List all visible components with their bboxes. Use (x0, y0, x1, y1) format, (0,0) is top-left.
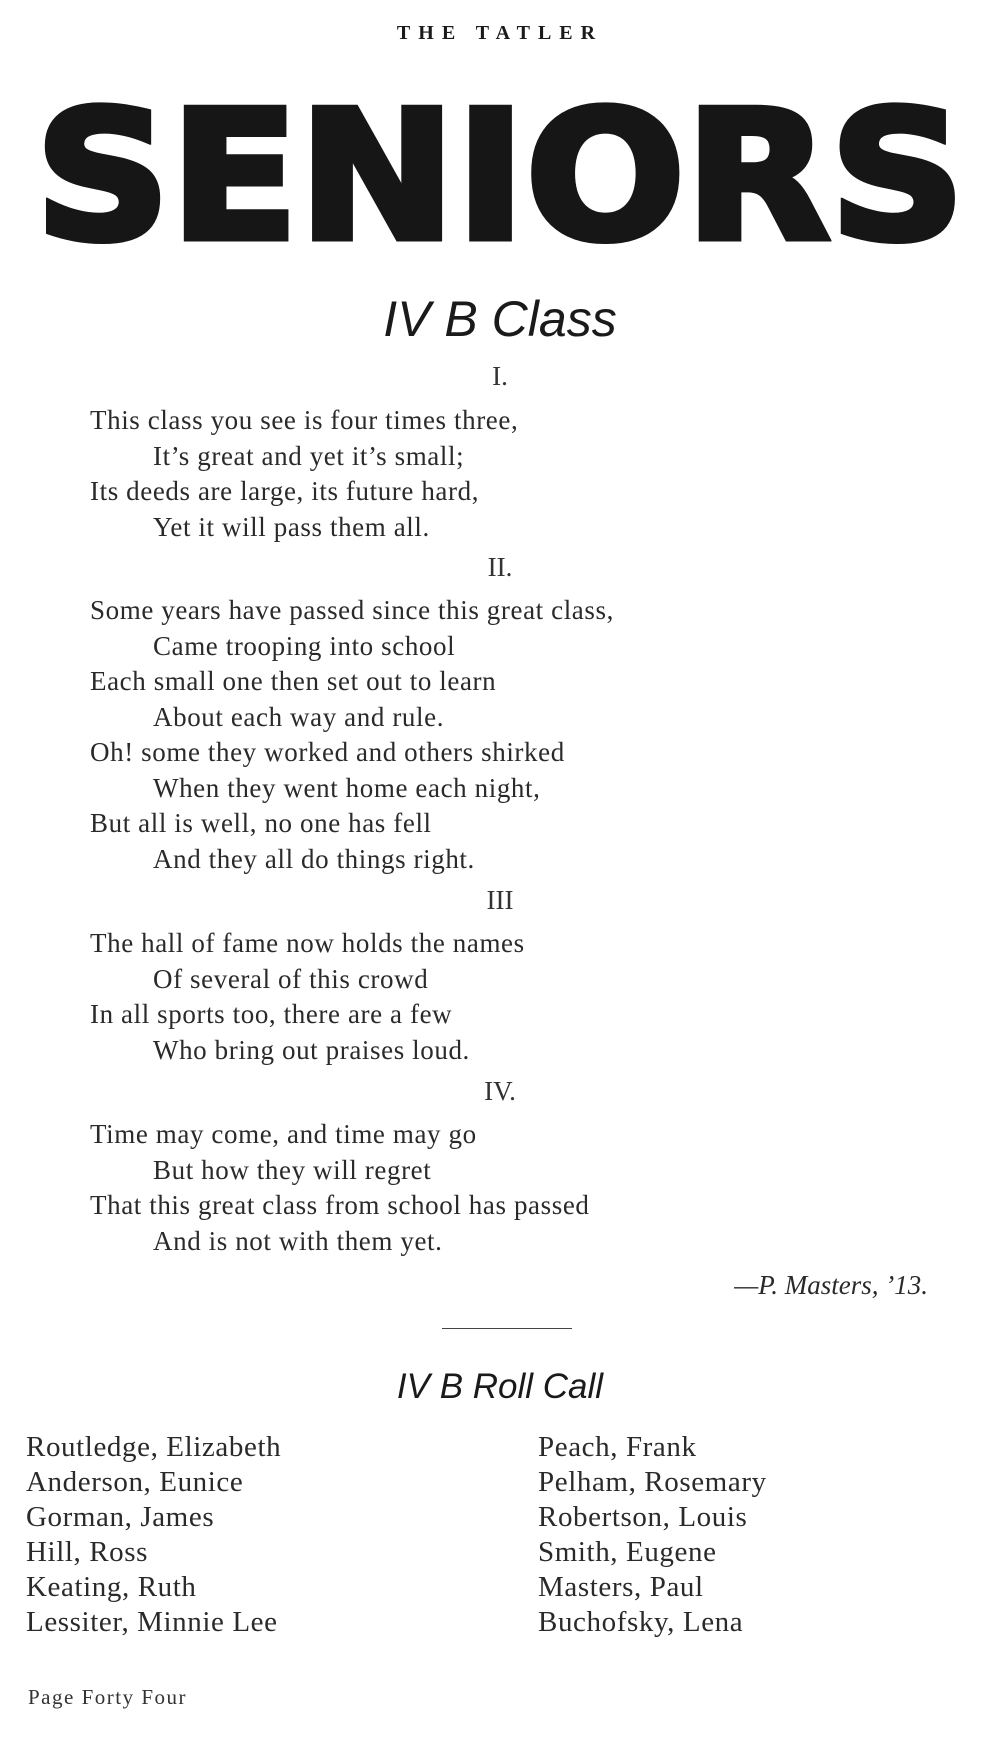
poem-line: Time may come, and time may go (90, 1119, 477, 1149)
poem-line: Who bring out praises loud. (153, 1034, 470, 1065)
seniors-banner-text: SENIORS (35, 92, 966, 256)
roll-call-name: Smith, Eugene (538, 1536, 717, 1568)
poem-line: The hall of fame now holds the names (90, 928, 525, 958)
poem-line: It’s great and yet it’s small; (153, 440, 465, 471)
poem-line: In all sports too, there are a few (90, 999, 453, 1029)
roll-call-name: Anderson, Eunice (26, 1466, 244, 1498)
section-divider (442, 1328, 572, 1329)
stanza-numeral: III (486, 885, 514, 915)
poem-attribution: —P. Masters, ’13. (734, 1270, 928, 1300)
running-title: THE TATLER (396, 22, 604, 44)
poem-line: But how they will regret (153, 1154, 432, 1185)
poem-line: Came trooping into school (153, 630, 456, 661)
roll-call-name: Peach, Frank (538, 1431, 697, 1463)
roll-call-name: Buchofsky, Lena (538, 1606, 744, 1638)
stanza-numeral: I. (492, 361, 508, 391)
roll-call-right-column (538, 1430, 767, 1640)
poem-line: This class you see is four times three, (90, 405, 519, 435)
roll-call-name: Masters, Paul (538, 1571, 704, 1603)
roll-call-name: Pelham, Rosemary (538, 1466, 767, 1498)
poem-line: When they went home each night, (153, 772, 541, 803)
poem-line: And is not with them yet. (153, 1225, 443, 1256)
roll-call-name: Keating, Ruth (26, 1571, 197, 1603)
poem-line: And they all do things right. (153, 843, 475, 874)
poem-line: But all is well, no one has fell (90, 808, 432, 838)
poem-line: About each way and rule. (153, 701, 445, 732)
poem-title: IV B Class (383, 291, 617, 347)
seniors-banner (0, 92, 1000, 256)
roll-call-name: Gorman, James (26, 1501, 215, 1533)
roll-call-name: Routledge, Elizabeth (26, 1431, 282, 1463)
roll-call-name: Robertson, Louis (538, 1501, 748, 1533)
poem-line: Of several of this crowd (153, 963, 429, 994)
roll-call-name: Lessiter, Minnie Lee (26, 1606, 278, 1638)
poem-line: That this great class from school has passed (90, 1190, 590, 1220)
stanza-numeral: IV. (484, 1076, 516, 1106)
roll-call-name: Hill, Ross (26, 1536, 149, 1568)
poem-line: Each small one then set out to learn (90, 666, 497, 696)
poem-line: Some years have passed since this great class, (90, 595, 614, 625)
poem-line: Yet it will pass them all. (153, 511, 430, 542)
page-number: Page Forty Four (28, 1685, 187, 1709)
roll-call-left-column (26, 1430, 281, 1640)
stanza-numeral: II. (487, 552, 513, 582)
poem-line: Oh! some they worked and others shirked (90, 737, 565, 767)
poem-line: Its deeds are large, its future hard, (90, 476, 480, 506)
roll-call-title: IV B Roll Call (396, 1367, 604, 1406)
